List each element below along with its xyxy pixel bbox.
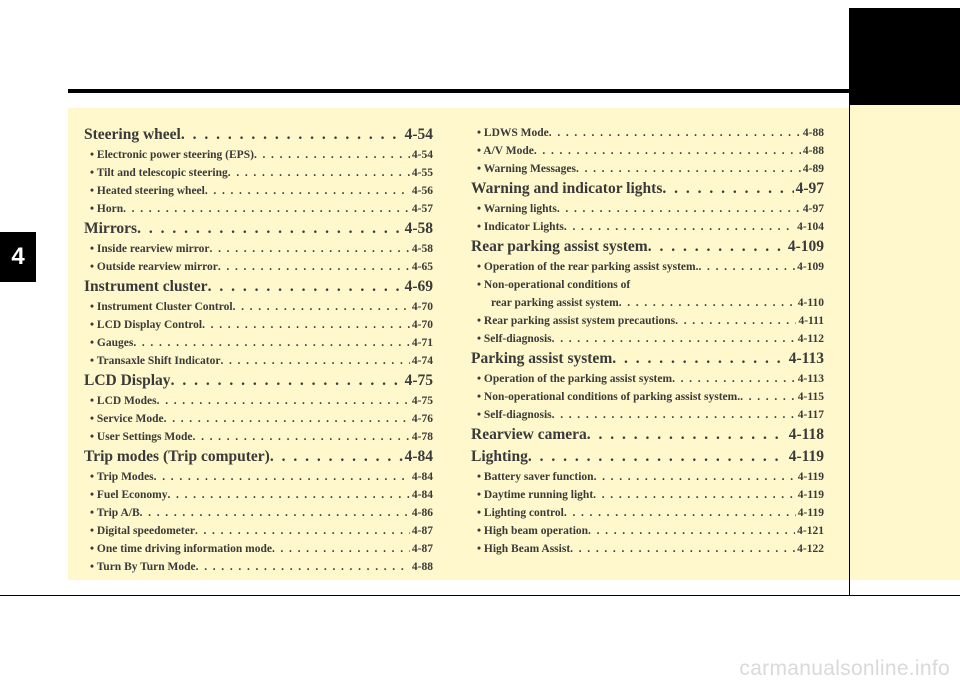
toc-entry-label: • Lighting control xyxy=(477,507,564,519)
toc-page-number: 4-84 xyxy=(404,448,433,465)
toc-entry-label: • Fuel Economy xyxy=(90,489,168,501)
toc-entry-label: • Inside rearview mirror xyxy=(90,243,210,255)
toc-entry[interactable] xyxy=(471,330,824,348)
toc-entry[interactable] xyxy=(84,410,433,428)
toc-entry[interactable] xyxy=(471,258,824,276)
dot-leader xyxy=(233,298,410,316)
toc-left-column xyxy=(84,124,433,576)
toc-page-number: 4-70 xyxy=(411,301,433,313)
toc-page-number: 4-88 xyxy=(802,145,824,157)
dot-leader xyxy=(154,468,410,486)
toc-entry-label: • Service Mode xyxy=(90,413,164,425)
toc-entry-continued[interactable]: • Non-operational conditions of xyxy=(477,279,631,291)
dot-leader xyxy=(552,330,796,348)
toc-page-number: 4-87 xyxy=(411,525,433,537)
toc-page-number: 4-58 xyxy=(411,243,433,255)
toc-entry-label: • Indicator Lights xyxy=(477,221,564,233)
corner-black-block xyxy=(849,8,960,105)
toc-section-heading[interactable] xyxy=(84,124,433,146)
toc-entry[interactable] xyxy=(471,406,824,424)
toc-page-number: 4-55 xyxy=(411,167,433,179)
toc-entry-label: • Tilt and telescopic steering xyxy=(90,167,228,179)
toc-page-number: 4-84 xyxy=(411,489,433,501)
toc-entry[interactable] xyxy=(84,258,433,276)
toc-entry-label: • Warning lights xyxy=(477,203,557,215)
toc-page-number: 4-71 xyxy=(411,337,433,349)
toc-section-heading[interactable] xyxy=(471,178,824,200)
toc-entry-label: • Trip A/B xyxy=(90,507,140,519)
toc-page-number: 4-78 xyxy=(411,431,433,443)
toc-entry-label: • Operation of the rear parking assist system. xyxy=(477,261,699,273)
toc-entry-label: • Self-diagnosis xyxy=(477,333,552,345)
toc-page-number: 4-122 xyxy=(797,543,824,555)
toc-page-number: 4-87 xyxy=(411,543,433,555)
toc-entry[interactable] xyxy=(84,316,433,334)
dot-leader xyxy=(564,504,796,522)
toc-page-number: 4-54 xyxy=(404,126,433,143)
toc-section-heading[interactable] xyxy=(471,236,824,258)
toc-entry-label: • High beam operation xyxy=(477,525,589,537)
toc-entry[interactable] xyxy=(84,146,433,164)
toc-entry-label: • Gauges xyxy=(90,337,134,349)
toc-page-number: 4-75 xyxy=(404,372,433,389)
toc-entry[interactable] xyxy=(471,486,824,504)
dot-leader xyxy=(181,124,403,146)
toc-entry-label: • Outside rearview mirror xyxy=(90,261,218,273)
dot-leader xyxy=(171,370,403,392)
top-rule xyxy=(68,89,849,93)
toc-page-number: 4-74 xyxy=(411,355,433,367)
toc-page-number: 4-113 xyxy=(788,350,824,367)
toc-entry-label: Parking assist system xyxy=(471,350,613,367)
dot-leader xyxy=(619,294,796,312)
dot-leader xyxy=(137,218,403,240)
toc-page-number: 4-104 xyxy=(797,221,824,233)
dot-leader xyxy=(576,160,801,178)
dot-leader xyxy=(740,388,796,406)
toc-page-number: 4-70 xyxy=(411,319,433,331)
toc-entry-label: • Trip Modes xyxy=(90,471,154,483)
toc-page-number: 4-65 xyxy=(411,261,433,273)
dot-leader xyxy=(157,392,410,410)
toc-entry[interactable] xyxy=(471,124,824,142)
toc-entry[interactable] xyxy=(84,504,433,522)
toc-entry-label: • Horn xyxy=(90,203,124,215)
toc-entry[interactable] xyxy=(84,240,433,258)
toc-page-number: 4-97 xyxy=(802,203,824,215)
toc-entry-label: LCD Display xyxy=(84,372,171,389)
toc-entry[interactable] xyxy=(84,428,433,446)
toc-page-number: 4-112 xyxy=(797,333,824,345)
toc-entry[interactable] xyxy=(84,164,433,182)
toc-entry-label: Steering wheel xyxy=(84,126,181,143)
toc-page-number: 4-89 xyxy=(802,163,824,175)
toc-entry-label: • Electronic power steering (EPS) xyxy=(90,149,254,161)
toc-entry[interactable] xyxy=(471,468,824,486)
dot-leader xyxy=(593,486,796,504)
dot-leader xyxy=(698,258,795,276)
dot-leader xyxy=(205,182,410,200)
toc-entry-label: • Heated steering wheel xyxy=(90,185,205,197)
dot-leader xyxy=(196,558,410,576)
toc-entry-label: • LCD Display Control xyxy=(90,319,203,331)
toc-page-number: 4-119 xyxy=(797,471,824,483)
margin-divider xyxy=(849,580,850,595)
dot-leader xyxy=(193,428,410,446)
toc-page-number: 4-113 xyxy=(797,373,824,385)
dot-leader xyxy=(557,200,801,218)
watermark: carmanualsonline.info xyxy=(739,657,950,680)
dot-leader xyxy=(133,334,410,352)
dot-leader xyxy=(272,540,410,558)
toc-entry-label: Mirrors xyxy=(84,220,138,237)
toc-entry[interactable] xyxy=(84,558,433,576)
toc-entry[interactable] xyxy=(471,218,824,236)
dot-leader xyxy=(672,370,796,388)
toc-page-number: 4-110 xyxy=(797,297,824,309)
dot-leader xyxy=(254,146,410,164)
toc-page-number: 4-56 xyxy=(411,185,433,197)
dot-leader xyxy=(564,218,795,236)
dot-leader xyxy=(228,164,410,182)
dot-leader xyxy=(168,486,410,504)
toc-section-heading[interactable] xyxy=(84,370,433,392)
dot-leader xyxy=(210,240,410,258)
toc-entry-label: • Transaxle Shift Indicator xyxy=(90,355,221,367)
toc-page-number: 4-111 xyxy=(798,315,824,327)
toc-page-number: 4-76 xyxy=(411,413,433,425)
dot-leader xyxy=(588,522,795,540)
toc-entry-label: • Battery saver function xyxy=(477,471,594,483)
toc-page-number: 4-54 xyxy=(411,149,433,161)
toc-page-number: 4-121 xyxy=(797,525,824,537)
dot-leader xyxy=(123,200,410,218)
bottom-rule xyxy=(0,595,960,596)
toc-entry[interactable] xyxy=(471,388,824,406)
toc-section-heading[interactable] xyxy=(471,446,824,468)
dot-leader xyxy=(528,446,787,468)
dot-leader xyxy=(270,446,403,468)
toc-entry-label: • User Settings Mode xyxy=(90,431,193,443)
toc-entry[interactable] xyxy=(471,540,824,558)
dot-leader xyxy=(549,124,801,142)
toc-section-heading[interactable] xyxy=(84,276,433,298)
toc-entry[interactable] xyxy=(84,486,433,504)
toc-entry-label: • Rear parking assist system precautions xyxy=(477,315,676,327)
dot-leader xyxy=(164,410,410,428)
toc-entry-label: • Self-diagnosis xyxy=(477,409,552,421)
toc-entry[interactable] xyxy=(471,522,824,540)
toc-page-number: 4-69 xyxy=(404,278,433,295)
toc-entry[interactable] xyxy=(471,160,824,178)
toc-page-number: 4-97 xyxy=(795,180,824,197)
dot-leader xyxy=(208,276,403,298)
toc-entry-label: Rearview camera xyxy=(471,426,587,443)
toc-entry[interactable] xyxy=(471,370,824,388)
toc-entry-label: rear parking assist system xyxy=(491,297,619,309)
toc-page-number: 4-119 xyxy=(797,507,824,519)
side-margin-strip xyxy=(849,105,960,580)
toc-page-number: 4-57 xyxy=(411,203,433,215)
toc-entry-label: • Warning Messages xyxy=(477,163,577,175)
dot-leader xyxy=(662,178,793,200)
toc-page-number: 4-119 xyxy=(797,489,824,501)
dot-leader xyxy=(220,352,409,370)
toc-page-number: 4-86 xyxy=(411,507,433,519)
dot-leader xyxy=(594,468,796,486)
toc-entry[interactable] xyxy=(84,352,433,370)
dot-leader xyxy=(202,316,410,334)
toc-entry[interactable] xyxy=(84,200,433,218)
toc-right-column xyxy=(471,124,824,558)
toc-entry[interactable] xyxy=(471,142,824,160)
dot-leader xyxy=(570,540,795,558)
toc-page-number: 4-88 xyxy=(411,561,433,573)
toc-page-number: 4-115 xyxy=(797,391,824,403)
toc-entry-label: • High Beam Assist xyxy=(477,543,571,555)
toc-entry-label: • A/V Mode xyxy=(477,145,534,157)
dot-leader xyxy=(195,522,410,540)
toc-entry-label: • LCD Modes xyxy=(90,395,157,407)
toc-page-number: 4-88 xyxy=(802,127,824,139)
toc-entry[interactable] xyxy=(471,504,824,522)
toc-entry[interactable] xyxy=(84,298,433,316)
toc-page-number: 4-75 xyxy=(411,395,433,407)
toc-page-number: 4-58 xyxy=(404,220,433,237)
toc-page-number: 4-109 xyxy=(797,261,824,273)
toc-page-number: 4-84 xyxy=(411,471,433,483)
toc-entry-label: • Operation of the parking assist system xyxy=(477,373,673,385)
toc-page-number: 4-117 xyxy=(797,409,824,421)
toc-entry[interactable] xyxy=(471,294,824,312)
toc-entry[interactable] xyxy=(84,468,433,486)
toc-entry[interactable] xyxy=(84,182,433,200)
dot-leader xyxy=(612,348,786,370)
toc-entry-label: Rear parking assist system xyxy=(471,238,648,255)
toc-entry-label: • Turn By Turn Mode xyxy=(90,561,196,573)
dot-leader xyxy=(218,258,410,276)
toc-entry[interactable] xyxy=(84,540,433,558)
toc-entry-label: Lighting xyxy=(471,448,528,465)
toc-entry-label: • Non-operational conditions of parking assist system. xyxy=(477,391,741,403)
dot-leader xyxy=(648,236,786,258)
toc-entry[interactable] xyxy=(84,392,433,410)
toc-page-number: 4-109 xyxy=(787,238,824,255)
toc-section-heading[interactable] xyxy=(84,218,433,240)
toc-page-number: 4-119 xyxy=(788,448,824,465)
toc-entry-label: • LDWS Mode xyxy=(477,127,549,139)
toc-entry-label: Instrument cluster xyxy=(84,278,208,295)
dot-leader xyxy=(587,424,787,446)
chapter-tab[interactable]: 4 xyxy=(0,232,36,282)
toc-entry[interactable] xyxy=(84,334,433,352)
toc-entry[interactable] xyxy=(84,522,433,540)
toc-section-heading[interactable] xyxy=(84,446,433,468)
toc-entry-label: • Instrument Cluster Control xyxy=(90,301,233,313)
toc-entry-label: • One time driving information mode xyxy=(90,543,272,555)
toc-entry-label: Warning and indicator lights xyxy=(471,180,663,197)
dot-leader xyxy=(675,312,796,330)
toc-entry-label: • Daytime running light xyxy=(477,489,594,501)
toc-entry-label: Trip modes (Trip computer) xyxy=(84,448,270,465)
toc-section-heading[interactable] xyxy=(471,348,824,370)
toc-entry[interactable] xyxy=(471,200,824,218)
dot-leader xyxy=(534,142,801,160)
toc-entry-label: • Digital speedometer xyxy=(90,525,195,537)
toc-page-number: 4-118 xyxy=(788,426,824,443)
toc-section-heading[interactable] xyxy=(471,424,824,446)
toc-entry[interactable] xyxy=(471,312,824,330)
dot-leader xyxy=(552,406,796,424)
dot-leader xyxy=(140,504,410,522)
